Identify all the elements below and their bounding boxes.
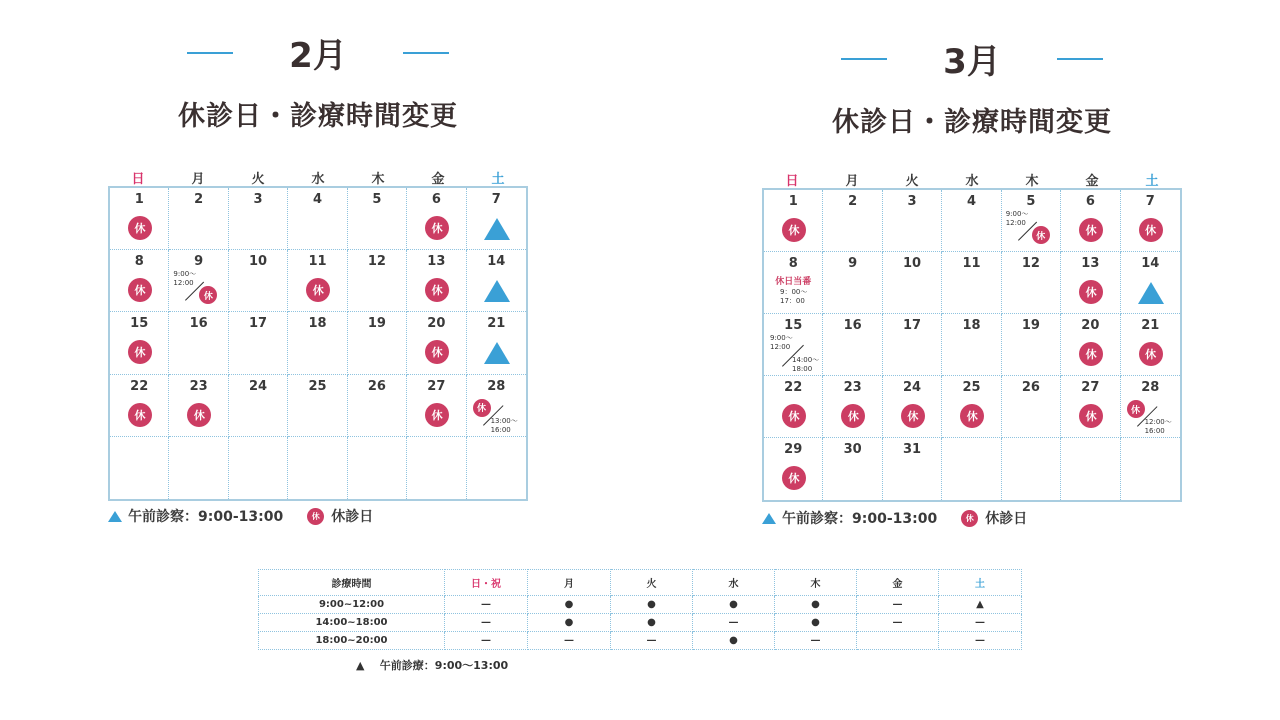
day-cell (1061, 376, 1120, 438)
hours-note: 9:00～ 12:00 (173, 270, 197, 288)
table-cell: — (445, 614, 528, 632)
table-cell: 14:00~18:00 (259, 614, 445, 632)
day-number: 27 (427, 378, 446, 394)
day-number: 24 (249, 378, 268, 394)
day-number: 24 (903, 380, 922, 395)
triangle-icon (108, 511, 122, 522)
closed-icon: 休 (425, 216, 449, 240)
day-cell (1061, 252, 1120, 314)
weekday-label: 日 (785, 174, 799, 189)
day-number: 22 (784, 380, 803, 395)
day-cell (288, 437, 347, 499)
closed-icon: 休 (782, 404, 806, 428)
legend-closed-label: 休診日 (331, 509, 374, 525)
table-cell: — (857, 596, 939, 614)
day-cell (764, 438, 823, 500)
morning-only-icon (484, 342, 510, 364)
hours-note: 9：00～ 17：00 (780, 288, 808, 305)
day-cell (348, 250, 407, 312)
day-number: 7 (1145, 194, 1155, 209)
page-subtitle: 休診日・診療時間変更 (178, 101, 458, 132)
february-header (108, 28, 528, 77)
note-label: 午前診療：9:00〜13:00 (379, 659, 509, 672)
closed-icon: 休 (1127, 400, 1145, 418)
day-number: 25 (962, 380, 981, 395)
day-number: 9 (194, 254, 204, 270)
day-number: 12 (367, 254, 386, 270)
table-header-cell: 金 (857, 570, 939, 596)
weekday-label: 土 (1145, 174, 1159, 189)
day-cell (823, 314, 882, 376)
day-cell (823, 190, 882, 252)
day-number: 11 (308, 254, 327, 270)
day-number: 9 (848, 256, 858, 271)
weekday-label: 金 (431, 172, 445, 187)
weekday-label: 水 (965, 174, 979, 189)
day-cell (110, 188, 169, 250)
day-cell (169, 437, 228, 499)
day-cell (942, 314, 1001, 376)
table-cell: — (939, 632, 1022, 650)
triangle-icon (762, 513, 776, 524)
closed-icon: 休 (1032, 226, 1050, 244)
closed-icon: 休 (307, 508, 324, 525)
closed-icon: 休 (425, 340, 449, 364)
table-cell: — (445, 632, 528, 650)
table-cell: — (693, 614, 775, 632)
day-cell (348, 437, 407, 499)
day-number: 3 (907, 194, 917, 209)
day-number: 14 (1141, 256, 1160, 271)
closed-icon: 休 (1079, 404, 1103, 428)
february-calendar (108, 0, 528, 540)
day-cell (407, 250, 466, 312)
day-number: 26 (367, 378, 386, 394)
day-cell (1002, 438, 1061, 500)
day-number: 26 (1021, 380, 1040, 395)
day-number: 20 (427, 316, 446, 332)
day-number: 19 (367, 316, 386, 332)
day-cell (467, 375, 526, 437)
day-number: 4 (966, 194, 977, 209)
day-cell (1002, 190, 1061, 252)
closed-icon: 休 (1079, 280, 1103, 304)
day-number: 19 (1021, 318, 1040, 333)
hours-note: 14:00～ 18:00 (792, 356, 820, 373)
day-cell (883, 438, 942, 500)
day-number: 5 (1026, 194, 1036, 209)
table-header-cell: 診療時間 (259, 570, 445, 596)
day-cell (883, 190, 942, 252)
closed-icon: 休 (960, 404, 984, 428)
weekday-label: 土 (491, 172, 505, 187)
table-row (259, 614, 1022, 632)
day-cell (764, 252, 823, 314)
february-grid (108, 186, 528, 501)
day-number: 13 (427, 254, 446, 270)
day-cell (348, 375, 407, 437)
day-cell (229, 375, 288, 437)
holiday-duty-label: 休日当番 (775, 277, 812, 287)
day-cell (467, 188, 526, 250)
day-cell (1061, 438, 1120, 500)
day-cell (1002, 376, 1061, 438)
weekday-header-row (762, 170, 1182, 189)
day-number: 11 (962, 256, 981, 271)
day-number: 14 (487, 254, 506, 270)
hours-note: 9:00～ 12:00 (770, 334, 793, 351)
table-header-row (259, 570, 1022, 596)
day-number: 15 (784, 318, 803, 333)
table-header-cell: 水 (693, 570, 775, 596)
day-cell (407, 437, 466, 499)
day-cell (407, 375, 466, 437)
closed-icon: 休 (306, 278, 330, 302)
table-cell: ● (611, 596, 693, 614)
day-cell (169, 312, 228, 374)
table-cell: — (528, 632, 611, 650)
day-cell (764, 314, 823, 376)
table-cell: ● (775, 614, 857, 632)
day-number: 18 (308, 316, 327, 332)
day-cell (883, 376, 942, 438)
decorative-dash (403, 52, 449, 54)
day-cell (942, 190, 1001, 252)
day-cell (288, 188, 347, 250)
table-cell (857, 632, 939, 650)
day-number: 23 (189, 378, 208, 394)
day-cell (110, 437, 169, 499)
february-legend (108, 506, 373, 526)
day-number: 5 (372, 192, 382, 207)
day-cell (288, 375, 347, 437)
day-cell (823, 252, 882, 314)
table-cell: ● (693, 632, 775, 650)
day-number: 18 (962, 318, 981, 333)
morning-only-icon (1138, 282, 1164, 304)
day-number: 16 (189, 316, 208, 332)
table-cell: ● (693, 596, 775, 614)
closed-icon: 休 (128, 403, 152, 427)
march-legend (762, 508, 1027, 528)
day-number: 22 (130, 378, 149, 394)
weekday-label: 水 (311, 172, 325, 187)
day-cell (942, 252, 1001, 314)
day-cell (823, 376, 882, 438)
day-number: 8 (788, 256, 798, 271)
day-number: 6 (431, 192, 441, 207)
closed-icon: 休 (1079, 342, 1103, 366)
weekday-label: 木 (371, 172, 385, 187)
closed-icon: 休 (199, 286, 217, 304)
month-title: 3月 (943, 42, 1001, 82)
table-cell: 18:00~20:00 (259, 632, 445, 650)
hours-note: 13:00～ 16:00 (490, 416, 518, 434)
page-subtitle: 休診日・診療時間変更 (832, 107, 1112, 138)
day-number: 10 (903, 256, 922, 271)
closed-icon: 休 (782, 218, 806, 242)
weekday-label: 日 (131, 172, 145, 187)
day-number: 16 (843, 318, 862, 333)
day-number: 10 (249, 254, 268, 270)
day-number: 28 (487, 378, 506, 394)
table-row (259, 596, 1022, 614)
day-cell (1061, 314, 1120, 376)
day-cell (1121, 314, 1180, 376)
day-cell (407, 312, 466, 374)
day-number: 4 (312, 192, 323, 207)
day-cell (288, 250, 347, 312)
day-cell (1002, 252, 1061, 314)
day-cell (823, 438, 882, 500)
morning-only-icon (484, 280, 510, 302)
day-cell (1121, 376, 1180, 438)
day-cell (169, 375, 228, 437)
closed-icon: 休 (128, 278, 152, 302)
table-cell: — (445, 596, 528, 614)
table-cell: 9:00~12:00 (259, 596, 445, 614)
march-header (762, 34, 1182, 83)
day-number: 23 (843, 380, 862, 395)
hours-note: 12:00～ 16:00 (1144, 418, 1172, 435)
day-number: 17 (903, 318, 922, 333)
closed-icon: 休 (1139, 218, 1163, 242)
table-cell: — (611, 632, 693, 650)
day-number: 15 (130, 316, 149, 332)
month-title: 2月 (289, 36, 347, 76)
legend-closed-label: 休診日 (985, 511, 1028, 527)
day-cell (942, 438, 1001, 500)
table-cell: ● (775, 596, 857, 614)
table-cell: — (857, 614, 939, 632)
table-header-cell: 火 (611, 570, 693, 596)
day-number: 27 (1081, 380, 1100, 395)
day-number: 7 (491, 192, 501, 207)
weekday-label: 火 (251, 172, 265, 187)
day-cell (1061, 190, 1120, 252)
triangle-icon: ▲ (356, 659, 365, 672)
day-cell (1121, 438, 1180, 500)
day-cell (229, 188, 288, 250)
closed-icon: 休 (473, 399, 491, 417)
day-number: 21 (487, 316, 506, 332)
day-number: 28 (1141, 380, 1160, 395)
table-cell: ● (528, 596, 611, 614)
day-cell (229, 250, 288, 312)
weekday-label: 木 (1025, 174, 1039, 189)
weekday-label: 月 (191, 172, 205, 187)
hours-table-note (356, 657, 508, 673)
day-number: 3 (253, 192, 263, 207)
legend-morning-label: 午前診察：9:00-13:00 (782, 511, 938, 527)
day-cell (764, 190, 823, 252)
day-number: 1 (788, 194, 798, 209)
decorative-dash (187, 52, 233, 54)
day-cell (1121, 252, 1180, 314)
table-header-cell: 月 (528, 570, 611, 596)
closed-icon: 休 (782, 466, 806, 490)
table-cell: ▲ (939, 596, 1022, 614)
day-cell (883, 252, 942, 314)
weekday-label: 火 (905, 174, 919, 189)
day-number: 2 (194, 192, 204, 207)
closed-icon: 休 (901, 404, 925, 428)
legend-morning-label: 午前診察：9:00-13:00 (128, 509, 284, 525)
table-cell: ● (528, 614, 611, 632)
day-number: 31 (903, 442, 922, 457)
day-cell (1121, 190, 1180, 252)
day-cell (348, 188, 407, 250)
weekday-label: 月 (845, 174, 859, 189)
day-cell (229, 312, 288, 374)
day-number: 21 (1141, 318, 1160, 333)
weekday-header-row (108, 168, 528, 187)
day-cell (467, 250, 526, 312)
day-number: 12 (1021, 256, 1040, 271)
day-number: 20 (1081, 318, 1100, 333)
day-cell (764, 376, 823, 438)
table-cell: — (775, 632, 857, 650)
closed-icon: 休 (425, 403, 449, 427)
day-number: 6 (1085, 194, 1095, 209)
closed-icon: 休 (187, 403, 211, 427)
hours-table (258, 569, 1022, 650)
day-cell (467, 437, 526, 499)
morning-only-icon (484, 218, 510, 240)
closed-icon: 休 (1079, 218, 1103, 242)
day-cell (110, 375, 169, 437)
decorative-dash (1057, 58, 1103, 60)
decorative-dash (841, 58, 887, 60)
day-cell (288, 312, 347, 374)
table-header-cell: 日・祝 (445, 570, 528, 596)
table-header-cell: 土 (939, 570, 1022, 596)
day-cell (229, 437, 288, 499)
closed-icon: 休 (841, 404, 865, 428)
table-cell: ● (611, 614, 693, 632)
day-cell (348, 312, 407, 374)
day-cell (169, 188, 228, 250)
march-calendar (762, 0, 1182, 540)
day-cell (942, 376, 1001, 438)
day-number: 25 (308, 378, 327, 394)
day-cell (467, 312, 526, 374)
table-cell: — (939, 614, 1022, 632)
table-header-cell: 木 (775, 570, 857, 596)
day-number: 17 (249, 316, 268, 332)
closed-icon: 休 (961, 510, 978, 527)
closed-icon: 休 (425, 278, 449, 302)
march-grid (762, 188, 1182, 502)
day-number: 29 (784, 442, 803, 457)
table-row (259, 632, 1022, 650)
day-number: 8 (134, 254, 144, 270)
closed-icon: 休 (128, 340, 152, 364)
day-number: 2 (848, 194, 858, 209)
day-cell (883, 314, 942, 376)
day-cell (1002, 314, 1061, 376)
day-cell (110, 250, 169, 312)
closed-icon: 休 (1139, 342, 1163, 366)
hours-note: 9:00～ 12:00 (1005, 210, 1029, 227)
day-cell (407, 188, 466, 250)
day-cell (110, 312, 169, 374)
day-number: 13 (1081, 256, 1100, 271)
day-number: 30 (843, 442, 862, 457)
day-cell (169, 250, 228, 312)
day-number: 1 (134, 192, 144, 207)
closed-icon: 休 (128, 216, 152, 240)
weekday-label: 金 (1085, 174, 1099, 189)
